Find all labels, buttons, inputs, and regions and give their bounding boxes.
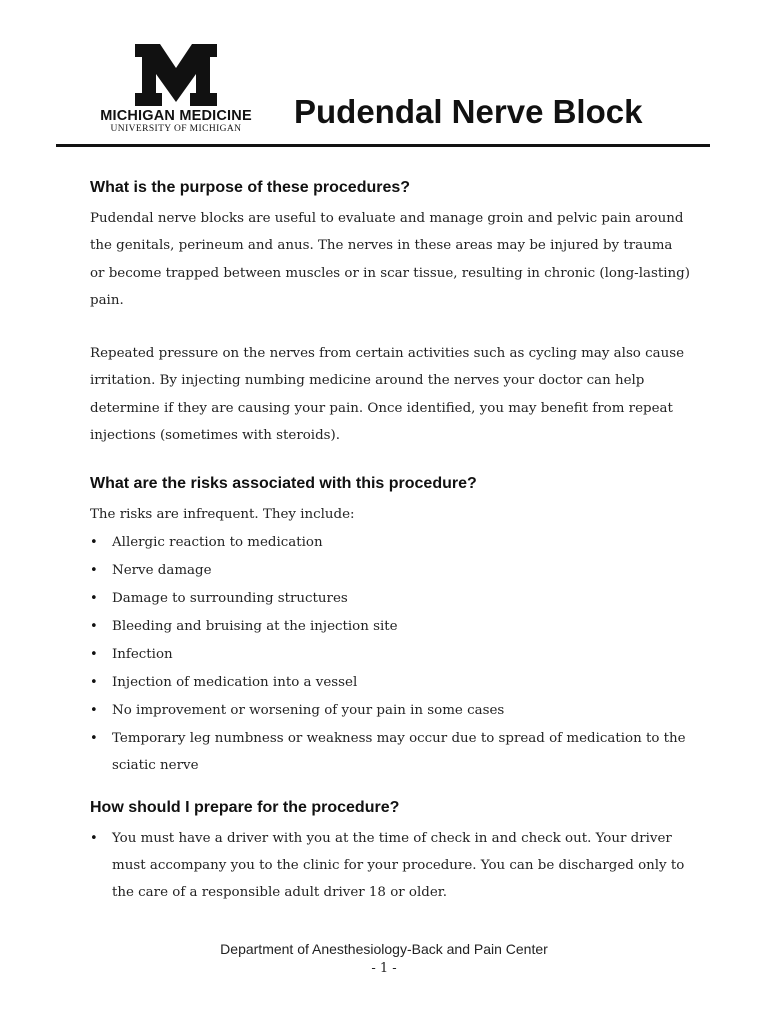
list-item: • Damage to surrounding structures: [90, 585, 690, 613]
section-heading: What is the purpose of these procedures?: [90, 179, 411, 196]
section-heading: How should I prepare for the procedure?: [90, 798, 400, 816]
risks-intro: The risks are infrequent. They include:: [90, 507, 355, 523]
logo-brand-text: MICHIGAN MEDICINE: [100, 108, 252, 124]
header-divider: [56, 144, 710, 147]
list-item: • Injection of medication into a vessel: [90, 669, 690, 697]
list-item: • Nerve damage: [90, 557, 690, 585]
page-number: - 1 -: [371, 961, 397, 976]
prepare-list: [90, 825, 690, 907]
block-m-logo-icon: [135, 44, 217, 106]
section-risks: [90, 471, 690, 778]
risk-list: [90, 529, 690, 779]
list-item: • Temporary leg numbness or weakness may occur due to spread of medication to the sciatic nerve: [90, 725, 690, 779]
page-title: Pudendal Nerve Block: [294, 93, 643, 130]
list-item: • Infection: [90, 641, 690, 669]
michigan-medicine-logo: [100, 44, 252, 134]
logo-sub-text: UNIVERSITY OF MICHIGAN: [110, 124, 242, 134]
paragraph: Repeated pressure on the nerves from certain activities such as cycling may also cause irritation. By injecting numbing medicine around the nerves your doctor can help determine if they are causing your pain. Once identified, you may benefit from repeat injections (sometimes with steroids).: [90, 346, 685, 444]
list-item: • Bleeding and bruising at the injection site: [90, 613, 690, 641]
section-purpose: [90, 175, 690, 449]
paragraph: Pudendal nerve blocks are useful to evaluate and manage groin and pelvic pain around the genitals, perineum and anus. The nerves in these areas may be injured by trauma or become trapped between muscles or in scar tissue, resulting in chronic (long-lasting) pain.: [90, 211, 690, 308]
section-prepare: [90, 795, 690, 907]
page-footer: [0, 940, 768, 978]
list-item: • No improvement or worsening of your pain in some cases: [90, 697, 690, 725]
list-item: • Allergic reaction to medication: [90, 529, 690, 557]
list-item: • You must have a driver with you at the time of check in and check out. Your driver must accompany you to the clinic for your procedure. You can be discharged only to the care of a responsible adult driver 18 or older.: [90, 825, 690, 907]
document-body: [90, 175, 690, 907]
section-heading: What are the risks associated with this procedure?: [90, 475, 477, 493]
footer-department: Department of Anesthesiology-Back and Pain Center: [220, 941, 548, 957]
